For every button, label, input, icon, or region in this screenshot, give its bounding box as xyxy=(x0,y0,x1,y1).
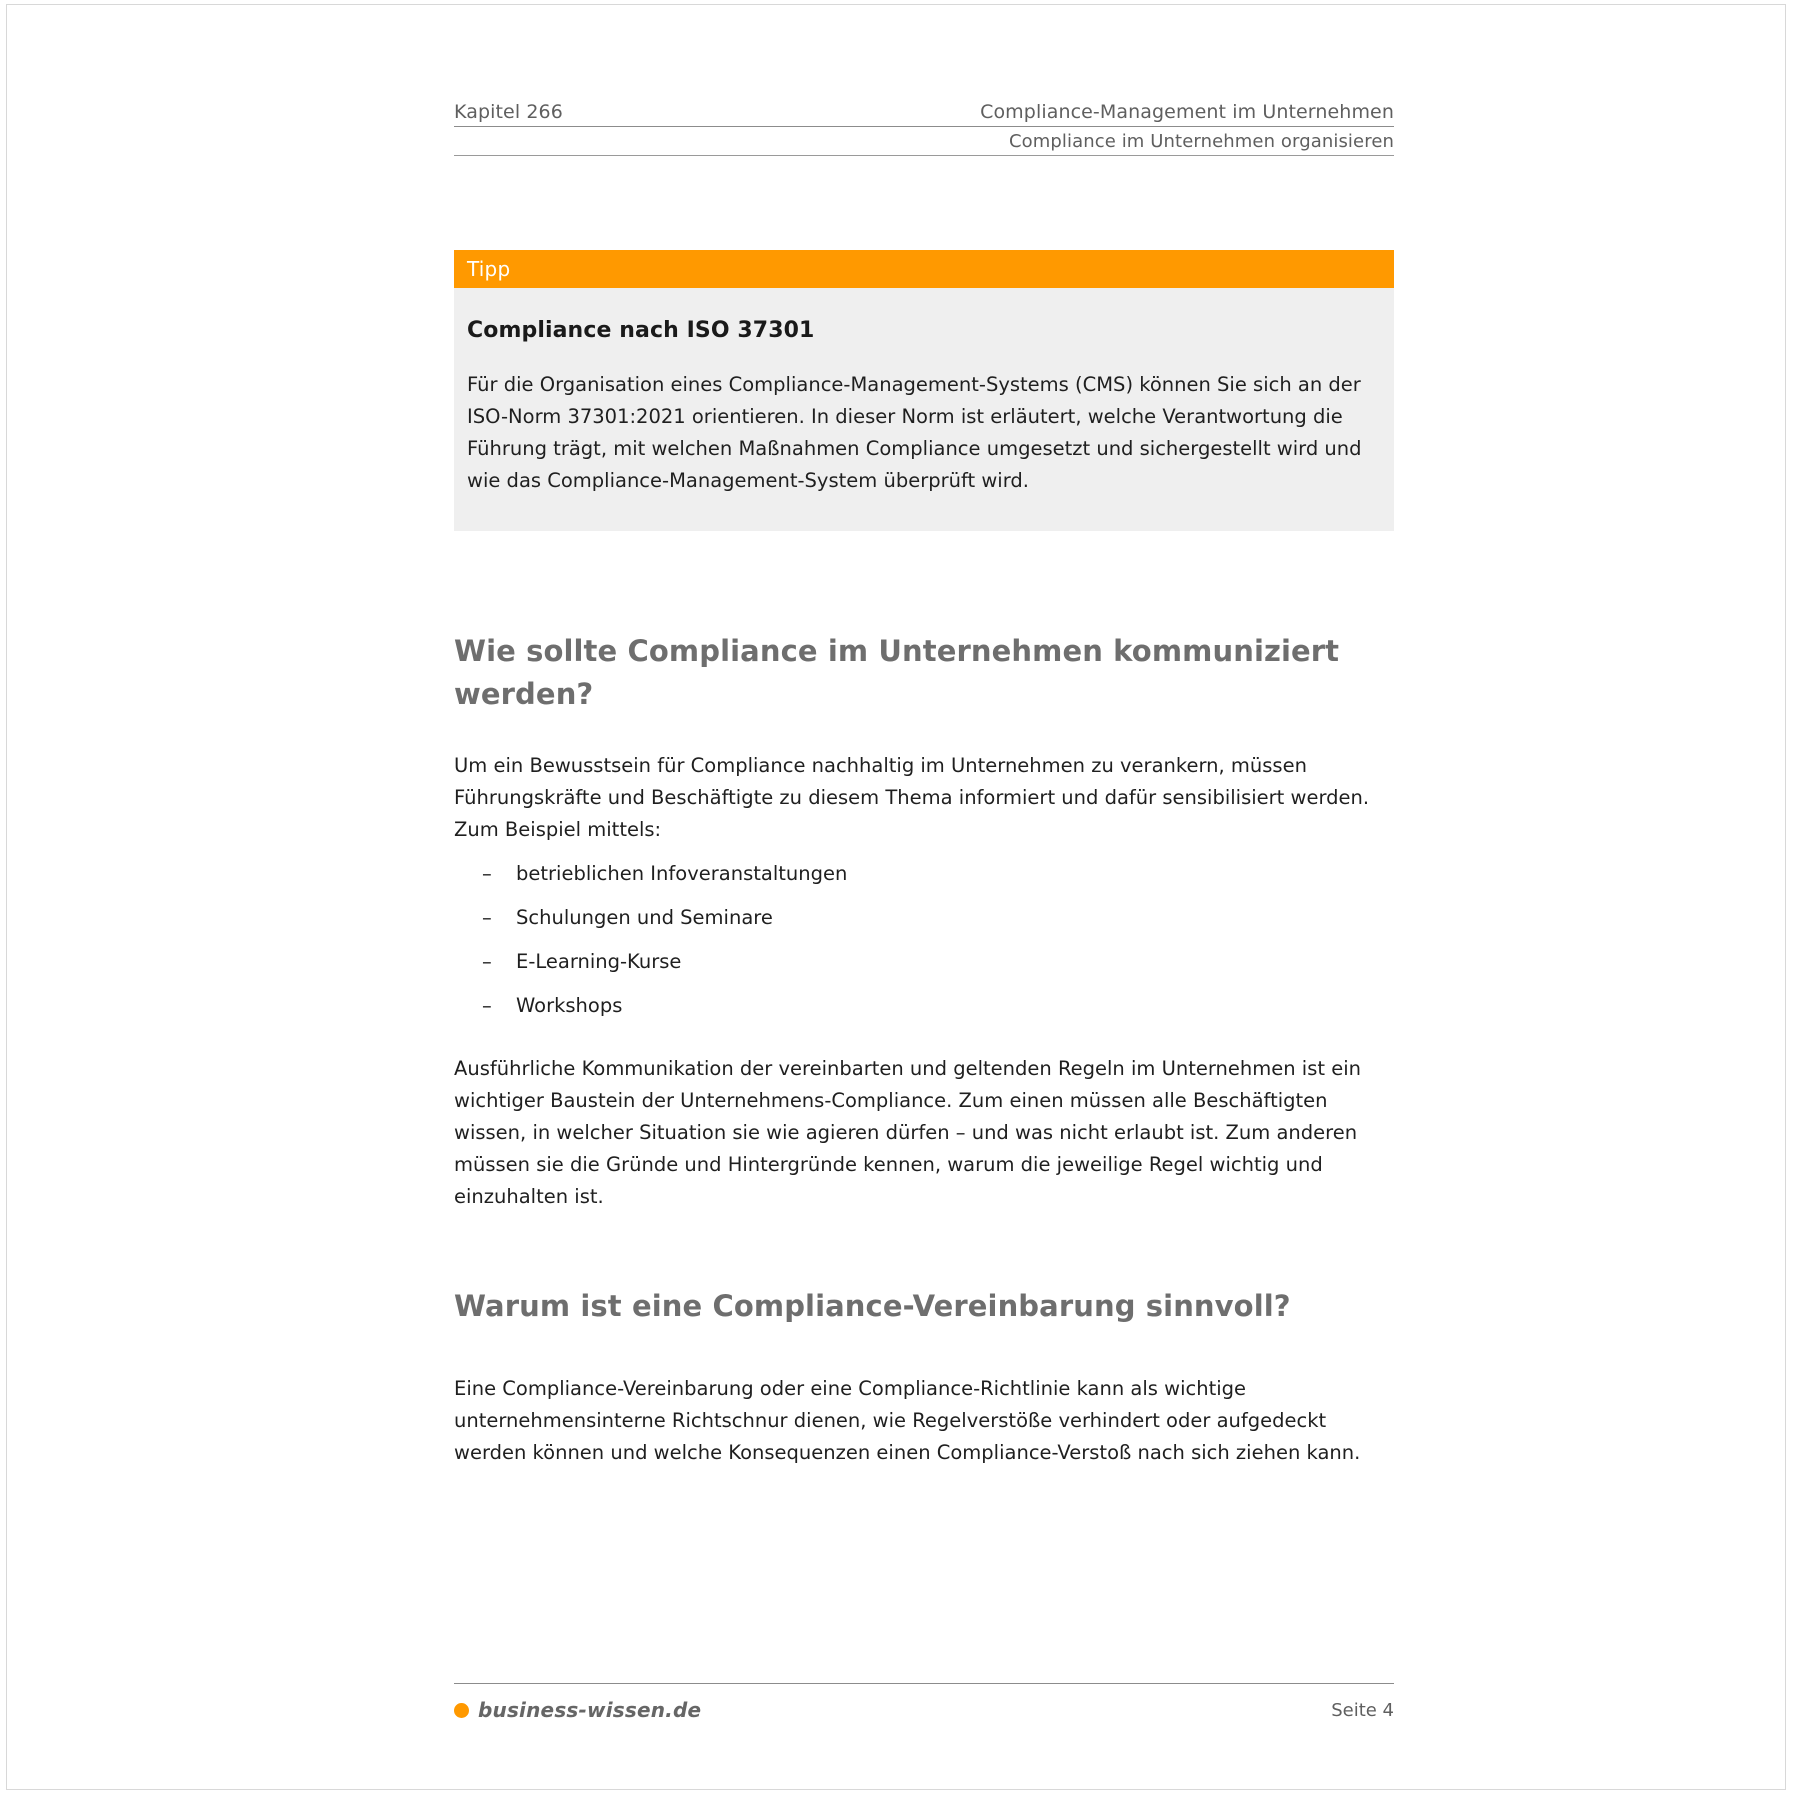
tipp-callout-box xyxy=(454,250,1394,531)
list-item-label: Workshops xyxy=(516,994,623,1017)
section-communication-intro-wrap xyxy=(454,750,1394,846)
section-communication-heading-wrap xyxy=(454,630,1394,716)
section-communication-heading: Wie sollte Compliance im Unternehmen kommuniziert werden? xyxy=(454,634,1340,711)
tipp-callout-bar-label: Tipp xyxy=(467,257,511,281)
section-communication-outro: Ausführliche Kommunikation der vereinbarten und geltenden Regeln im Unternehmen ist ein wichtiger Baustein der Unternehmens-Compliance. Zum einen müssen alle Beschäftigten wissen, in welcher Situation sie wie agieren dürfen – und was nicht erlaubt ist. Zum anderen müssen sie die Gründe und Hintergründe kennen, warum die jeweilige Regel wichtig und einzuhalten ist. xyxy=(454,1057,1361,1208)
list-item xyxy=(454,904,1394,932)
document-page xyxy=(6,4,1786,1790)
dash-bullet-icon: – xyxy=(482,862,492,885)
dash-bullet-icon: – xyxy=(482,950,492,973)
tipp-callout-bar xyxy=(454,250,1394,288)
tipp-callout-heading: Compliance nach ISO 37301 xyxy=(467,318,815,343)
list-item xyxy=(454,860,1394,888)
section-agreement-heading: Warum ist eine Compliance-Vereinbarung sinnvoll? xyxy=(454,1289,1291,1323)
section-agreement-text-wrap xyxy=(454,1373,1394,1469)
list-item xyxy=(454,992,1394,1020)
brand-name-label: business-wissen.de xyxy=(478,1698,702,1722)
header-document-title: Compliance-Management im Unternehmen xyxy=(980,101,1394,123)
list-item-label: E-Learning-Kurse xyxy=(516,950,682,973)
dash-bullet-icon: – xyxy=(482,906,492,929)
page-number-label: Seite 4 xyxy=(1331,1699,1394,1721)
tipp-callout-text: Für die Organisation eines Compliance-Management-Systems (CMS) können Sie sich an der ISO-Norm 37301:2021 orientieren. In dieser Norm ist erläutert, welche Verantwortung die Führung trägt, mit welchen Maßnahmen Compliance umgesetzt und sichergestellt wird und wie das Compliance-Management-System überprüft wird. xyxy=(467,373,1362,492)
section-agreement-heading-wrap xyxy=(454,1285,1394,1328)
orange-dot-icon xyxy=(454,1703,469,1718)
document-header xyxy=(454,101,1394,156)
list-item-label: betrieblichen Infoveranstaltungen xyxy=(516,862,848,885)
header-top-row xyxy=(454,101,1394,127)
list-item-label: Schulungen und Seminare xyxy=(516,906,773,929)
brand-logo xyxy=(454,1698,701,1722)
header-document-subtitle: Compliance im Unternehmen organisieren xyxy=(1008,131,1394,152)
section-agreement-text: Eine Compliance-Vereinbarung oder eine Compliance-Richtlinie kann als wichtige unternehmensinterne Richtschnur dienen, wie Regelverstöße verhindert oder aufgedeckt werden können und welche Konsequenzen einen Compliance-Verstoß nach sich ziehen kann. xyxy=(454,1377,1361,1464)
section-communication-bullets-wrap xyxy=(454,860,1394,1036)
section-communication-outro-wrap xyxy=(454,1053,1394,1213)
dash-bullet-icon: – xyxy=(482,994,492,1017)
section-communication-intro: Um ein Bewusstsein für Compliance nachhaltig im Unternehmen zu verankern, müssen Führungskräfte und Beschäftigte zu diesem Thema informiert und dafür sensibilisiert werden. Zum Beispiel mittels: xyxy=(454,754,1370,841)
document-footer xyxy=(454,1683,1394,1722)
communication-bullet-list xyxy=(454,860,1394,1020)
header-chapter-label: Kapitel 266 xyxy=(454,101,563,123)
tipp-callout-body xyxy=(454,288,1394,531)
header-bottom-row xyxy=(454,127,1394,156)
list-item xyxy=(454,948,1394,976)
